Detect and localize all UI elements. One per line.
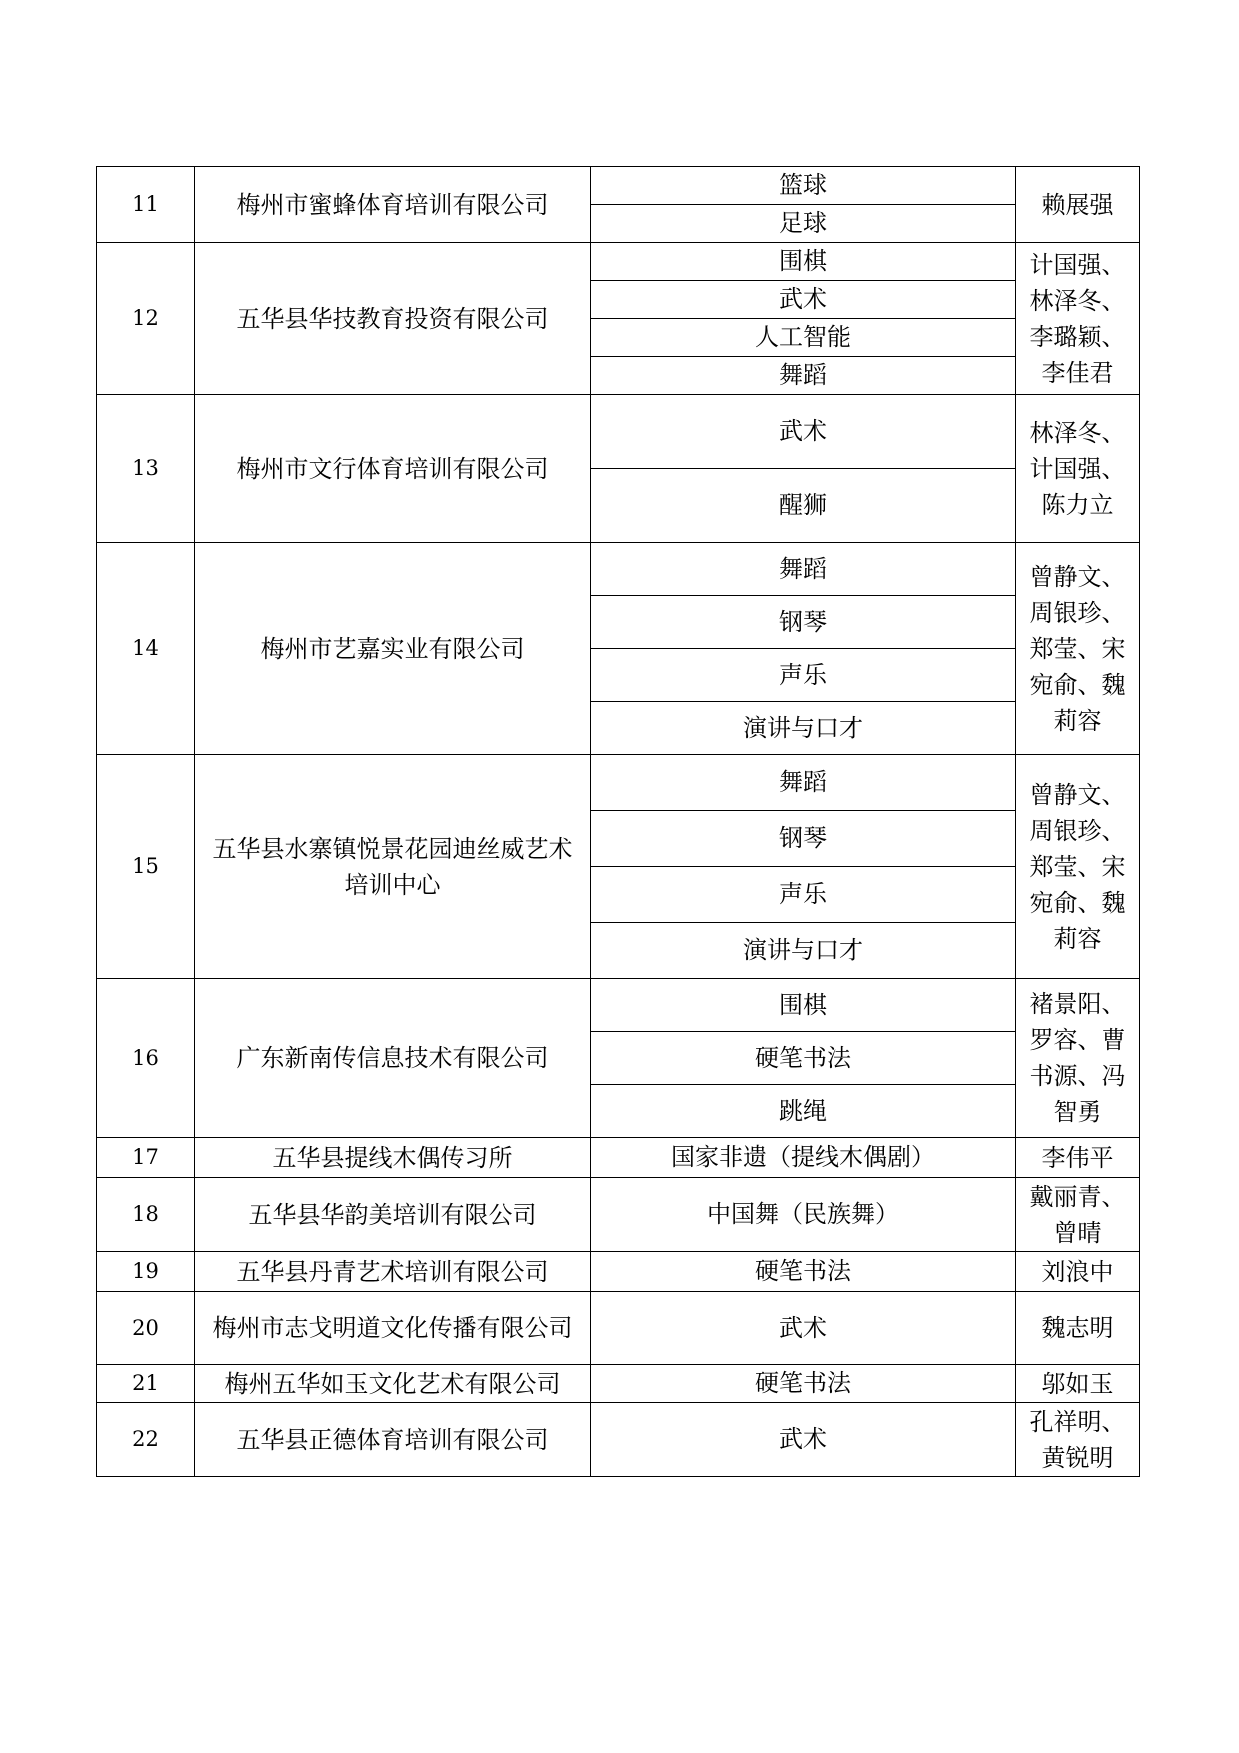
course-name: 硬笔书法 [591, 1365, 1016, 1403]
row-number: 17 [97, 1138, 195, 1178]
row-number: 16 [97, 979, 195, 1138]
teacher-names: 计国强、林泽冬、李璐颖、李佳君 [1016, 243, 1140, 395]
table-row [97, 543, 1140, 596]
organization-name: 梅州五华如玉文化艺术有限公司 [195, 1365, 591, 1403]
table-body [97, 167, 1140, 1477]
table-row [97, 1252, 1140, 1292]
course-name: 武术 [591, 1292, 1016, 1365]
teacher-names: 刘浪中 [1016, 1252, 1140, 1292]
course-name: 声乐 [591, 867, 1016, 923]
table-row [97, 1138, 1140, 1178]
row-number: 11 [97, 167, 195, 243]
teacher-names: 李伟平 [1016, 1138, 1140, 1178]
course-name: 武术 [591, 395, 1016, 469]
teacher-names: 戴丽青、曾晴 [1016, 1178, 1140, 1252]
institution-table [96, 166, 1140, 1477]
course-name: 硬笔书法 [591, 1032, 1016, 1085]
row-number: 22 [97, 1403, 195, 1477]
organization-name: 五华县提线木偶传习所 [195, 1138, 591, 1178]
table-row [97, 395, 1140, 469]
teacher-names: 邬如玉 [1016, 1365, 1140, 1403]
course-name: 篮球 [591, 167, 1016, 205]
organization-name: 五华县华技教育投资有限公司 [195, 243, 591, 395]
course-name: 演讲与口才 [591, 923, 1016, 979]
course-name: 足球 [591, 205, 1016, 243]
course-name: 人工智能 [591, 319, 1016, 357]
row-number: 15 [97, 755, 195, 979]
course-name: 醒狮 [591, 469, 1016, 543]
teacher-names: 孔祥明、黄锐明 [1016, 1403, 1140, 1477]
course-name: 武术 [591, 281, 1016, 319]
table-row [97, 1292, 1140, 1365]
organization-name: 五华县正德体育培训有限公司 [195, 1403, 591, 1477]
course-name: 跳绳 [591, 1085, 1016, 1138]
course-name: 硬笔书法 [591, 1252, 1016, 1292]
course-name: 武术 [591, 1403, 1016, 1477]
course-name: 声乐 [591, 649, 1016, 702]
table-row [97, 979, 1140, 1032]
teacher-names: 曾静文、周银珍、郑莹、宋宛俞、魏莉容 [1016, 755, 1140, 979]
teacher-names: 曾静文、周银珍、郑莹、宋宛俞、魏莉容 [1016, 543, 1140, 755]
course-name: 演讲与口才 [591, 702, 1016, 755]
row-number: 19 [97, 1252, 195, 1292]
organization-name: 梅州市艺嘉实业有限公司 [195, 543, 591, 755]
teacher-names: 赖展强 [1016, 167, 1140, 243]
course-name: 钢琴 [591, 811, 1016, 867]
row-number: 12 [97, 243, 195, 395]
row-number: 14 [97, 543, 195, 755]
course-name: 钢琴 [591, 596, 1016, 649]
teacher-names: 魏志明 [1016, 1292, 1140, 1365]
table-row [97, 243, 1140, 281]
course-name: 舞蹈 [591, 543, 1016, 596]
row-number: 18 [97, 1178, 195, 1252]
organization-name: 梅州市文行体育培训有限公司 [195, 395, 591, 543]
organization-name: 梅州市志戈明道文化传播有限公司 [195, 1292, 591, 1365]
row-number: 21 [97, 1365, 195, 1403]
table-row [97, 167, 1140, 205]
table-row [97, 1365, 1140, 1403]
teacher-names: 林泽冬、计国强、陈力立 [1016, 395, 1140, 543]
table-row [97, 1403, 1140, 1477]
course-name: 围棋 [591, 243, 1016, 281]
organization-name: 五华县水寨镇悦景花园迪丝威艺术培训中心 [195, 755, 591, 979]
organization-name: 五华县华韵美培训有限公司 [195, 1178, 591, 1252]
course-name: 国家非遗（提线木偶剧） [591, 1138, 1016, 1178]
course-name: 围棋 [591, 979, 1016, 1032]
organization-name: 广东新南传信息技术有限公司 [195, 979, 591, 1138]
organization-name: 梅州市蜜蜂体育培训有限公司 [195, 167, 591, 243]
table-row [97, 1178, 1140, 1252]
teacher-names: 褚景阳、罗容、曹书源、冯智勇 [1016, 979, 1140, 1138]
organization-name: 五华县丹青艺术培训有限公司 [195, 1252, 591, 1292]
row-number: 13 [97, 395, 195, 543]
course-name: 中国舞（民族舞） [591, 1178, 1016, 1252]
course-name: 舞蹈 [591, 755, 1016, 811]
course-name: 舞蹈 [591, 357, 1016, 395]
table-row [97, 755, 1140, 811]
row-number: 20 [97, 1292, 195, 1365]
